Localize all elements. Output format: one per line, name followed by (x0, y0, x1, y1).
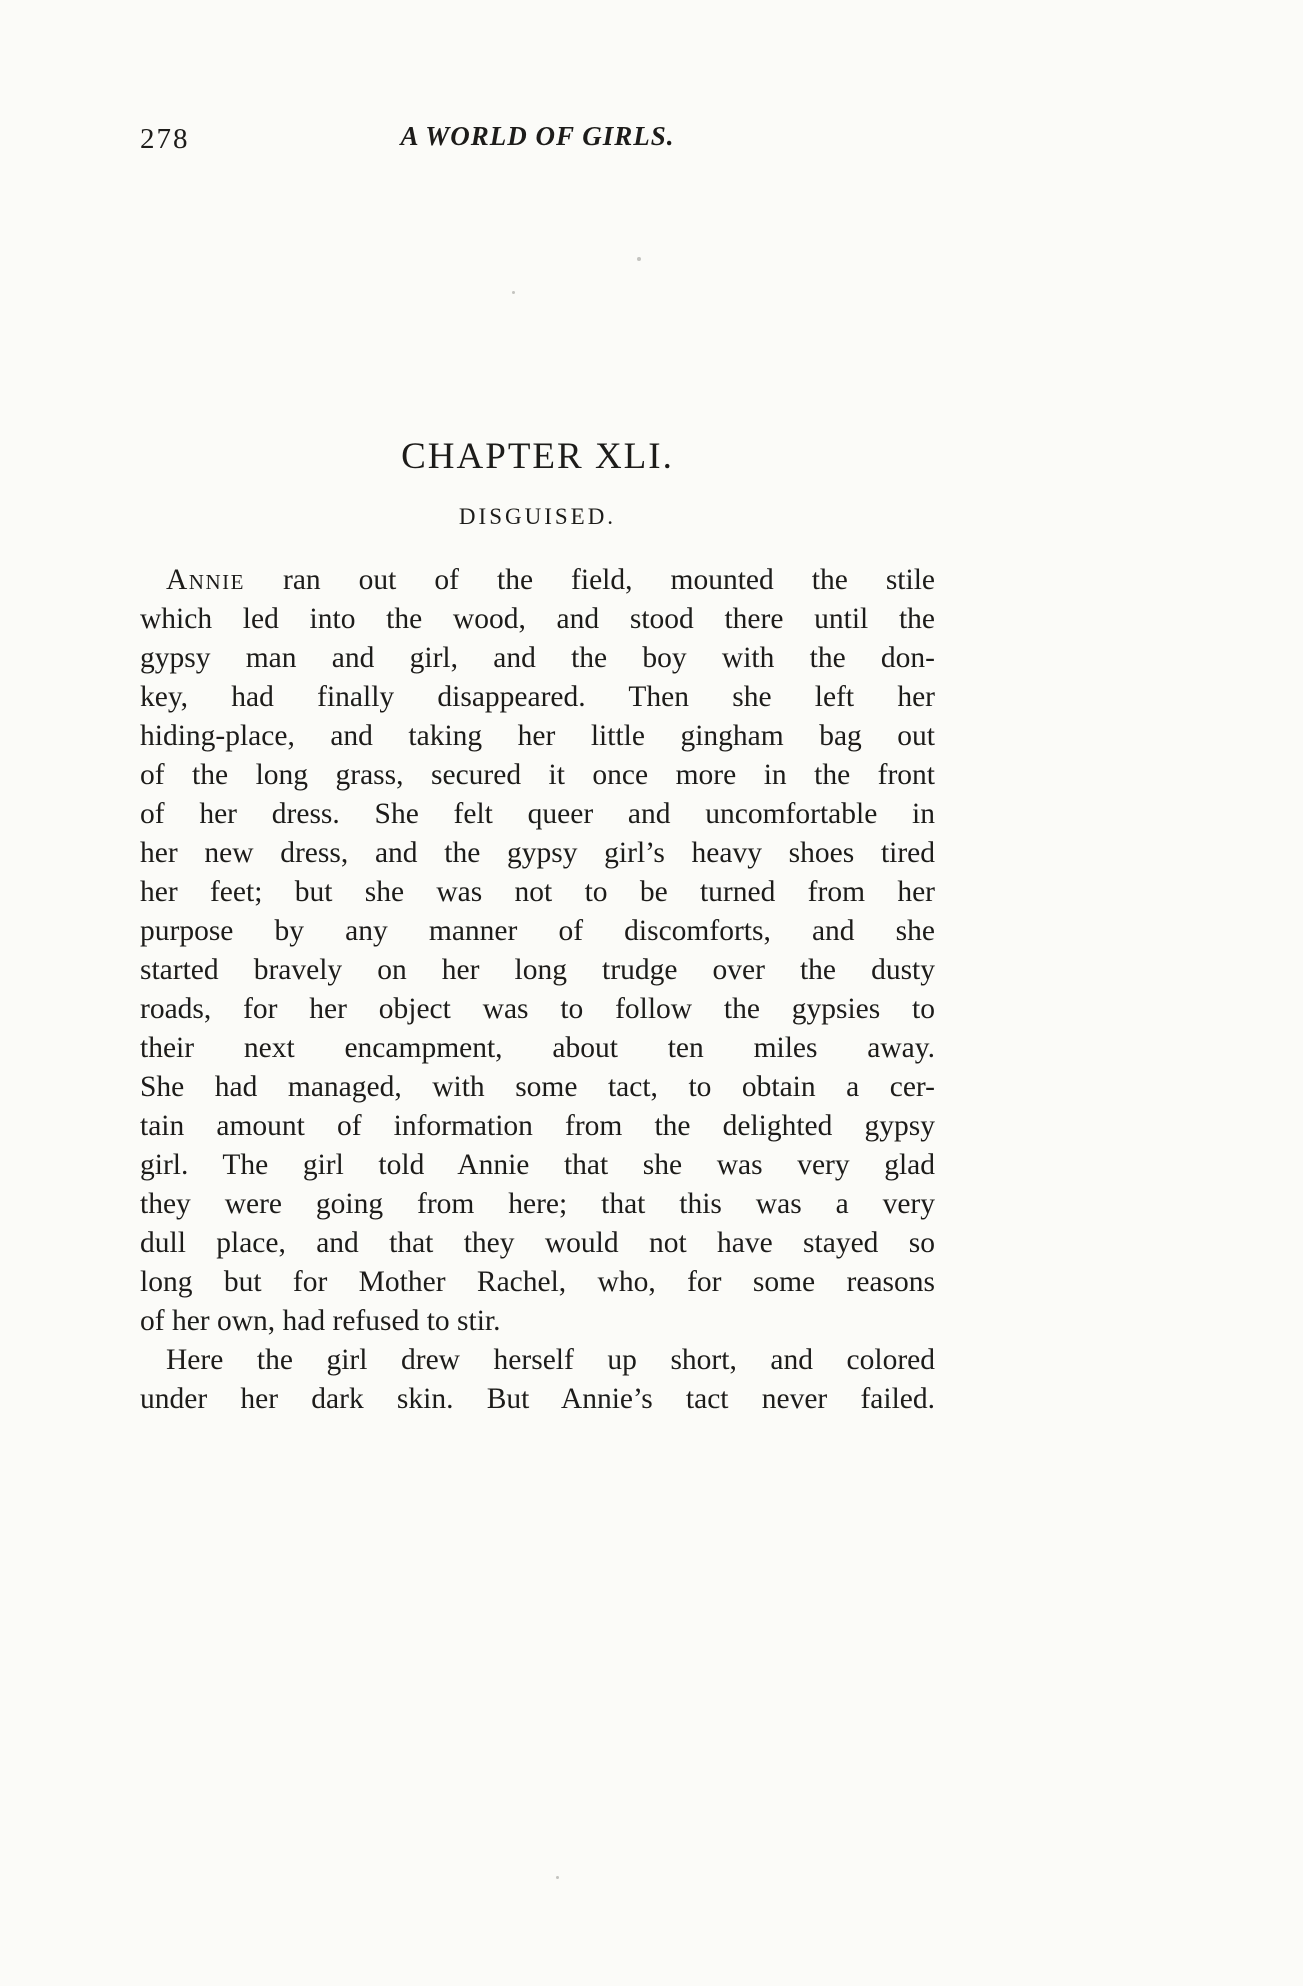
chapter-heading: CHAPTER XLI. (401, 436, 674, 477)
text-line: her feet; but she was not to be turned from her (140, 876, 935, 908)
running-title: A WORLD OF GIRLS. (400, 121, 675, 151)
chapter-subtitle: DISGUISED. (458, 504, 617, 529)
text-line: girl. The girl told Annie that she was very glad (140, 1149, 935, 1181)
text-line: under her dark skin. But Annie’s tact never failed. (140, 1383, 935, 1415)
text-line: dull place, and that they would not have stayed so (140, 1227, 935, 1259)
page-number: 278 (140, 123, 190, 155)
body-text (140, 561, 935, 1419)
scan-speck (512, 291, 515, 294)
paragraph (140, 1341, 935, 1419)
text-line: She had managed, with some tact, to obtain a cer- (140, 1071, 935, 1103)
lead-word: Annie (166, 564, 245, 596)
scan-speck (637, 257, 641, 261)
text-line: of her dress. She felt queer and uncomfortable in (140, 798, 935, 830)
text-line: tain amount of information from the delighted gypsy (140, 1110, 935, 1142)
text-line: Here the girl drew herself up short, and colored (166, 1344, 935, 1376)
text-line: started bravely on her long trudge over the dusty (140, 954, 935, 986)
page-content (140, 0, 935, 1419)
text-line: key, had finally disappeared. Then she left her (140, 681, 935, 713)
text-line: of the long grass, secured it once more in the front (140, 759, 935, 791)
text-line: long but for Mother Rachel, who, for some reasons (140, 1266, 935, 1298)
text-line: of her own, had refused to stir. (140, 1305, 501, 1337)
scan-speck (556, 1876, 559, 1879)
text-line: gypsy man and girl, and the boy with the don- (140, 642, 935, 674)
text-line: purpose by any manner of discomforts, and she (140, 915, 935, 947)
text-line: her new dress, and the gypsy girl’s heavy shoes tired (140, 837, 935, 869)
paragraph (140, 561, 935, 1341)
text-line: they were going from here; that this was a very (140, 1188, 935, 1220)
text-line: which led into the wood, and stood there until the (140, 603, 935, 635)
text-line: their next encampment, about ten miles away. (140, 1032, 935, 1064)
text-line: roads, for her object was to follow the gypsies to (140, 993, 935, 1025)
text-line: hiding-place, and taking her little gingham bag out (140, 720, 935, 752)
text-line: Annie ran out of the field, mounted the stile (166, 564, 935, 596)
running-header (140, 121, 935, 157)
